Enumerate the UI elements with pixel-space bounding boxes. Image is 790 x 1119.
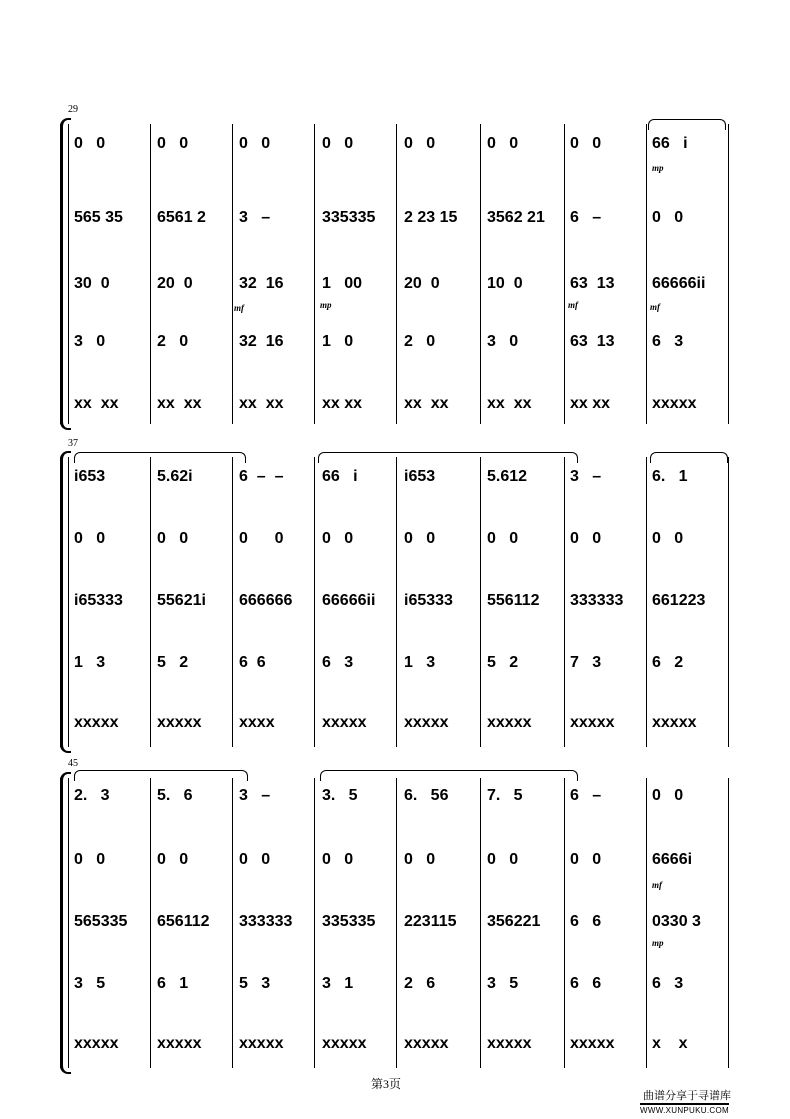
system-brace [60,124,71,424]
notation-cell: 6 6 [570,913,602,930]
notation-cell: xx xx [74,395,119,412]
barline [314,778,315,1068]
dynamic-marking: mp [320,300,332,310]
notation-cell: xxxx [239,714,275,731]
notation-cell: 32 16 [239,333,284,350]
notation-cell: 335335 [322,913,376,930]
notation-cell: i653 [404,468,436,485]
notation-cell: 5 2 [157,654,189,671]
notation-cell: 0330 3 [652,913,701,930]
barline [646,457,647,747]
notation-cell: 6 – [570,209,602,226]
notation-cell: 6666i [652,851,693,868]
notation-cell: 66 i [652,135,688,152]
notation-cell: 0 0 [239,135,271,152]
notation-cell: 1 3 [74,654,106,671]
barline [646,778,647,1068]
notation-cell: xx xx [570,395,611,412]
barline [150,778,151,1068]
notation-cell: 63 13 [570,333,615,350]
barline [564,778,565,1068]
system-brace [60,457,71,747]
notation-cell: 565 35 [74,209,123,226]
notation-cell: 7. 5 [487,787,523,804]
notation-cell: 6. 56 [404,787,449,804]
barline [396,124,397,424]
notation-cell: 2 0 [157,333,189,350]
notation-cell: 3 0 [487,333,519,350]
notation-cell: 66 i [322,468,358,485]
notation-cell: xxxxx [322,714,367,731]
notation-cell: 2 23 15 [404,209,458,226]
notation-cell: 666666 [239,592,293,609]
notation-cell: 5.612 [487,468,528,485]
notation-cell: xxxxx [570,714,615,731]
notation-cell: 7 3 [570,654,602,671]
notation-cell: 3 1 [322,975,354,992]
barline [232,124,233,424]
notation-cell: 333333 [570,592,624,609]
measure-number: 37 [68,438,78,449]
notation-cell: 63 13 [570,275,615,292]
measure-number: 45 [68,758,78,769]
notation-cell: xxxxx [322,1035,367,1052]
notation-cell: 3 0 [74,333,106,350]
notation-cell: 333333 [239,913,293,930]
barline [480,124,481,424]
notation-cell: 0 0 [322,530,354,547]
notation-cell: 0 0 [322,851,354,868]
barline [232,457,233,747]
system-brace [60,778,71,1068]
notation-cell: 335335 [322,209,376,226]
notation-cell: 0 0 [404,135,436,152]
notation-cell: xx xx [487,395,532,412]
notation-cell: 0 0 [570,135,602,152]
notation-cell: 66666ii [322,592,376,609]
barline [564,457,565,747]
barline [480,457,481,747]
dynamic-marking: mf [652,880,662,890]
notation-cell: 5 2 [487,654,519,671]
notation-cell: 1 0 [322,333,354,350]
notation-cell: xx xx [157,395,202,412]
notation-cell: 3. 5 [322,787,358,804]
notation-cell: 0 0 [652,530,684,547]
notation-cell: 32 16 [239,275,284,292]
notation-cell: 0 0 [570,851,602,868]
notation-cell: 66666ii [652,275,706,292]
notation-cell: i65333 [404,592,453,609]
phrase-slur [320,770,578,781]
source-url: WWW.XUNPUKU.COM [640,1103,729,1115]
notation-cell: 2 0 [404,333,436,350]
notation-cell: 30 0 [74,275,110,292]
barline [728,457,729,747]
notation-cell: 0 0 [74,135,106,152]
notation-cell: 0 0 [157,851,189,868]
notation-cell: xx xx [239,395,284,412]
barline [314,457,315,747]
dynamic-marking: mf [650,302,660,312]
barline [396,457,397,747]
notation-cell: i65333 [74,592,123,609]
notation-cell: xxxxx [404,714,449,731]
phrase-slur [74,452,246,463]
barline [728,778,729,1068]
notation-cell: 0 0 [487,530,519,547]
notation-cell: 661223 [652,592,706,609]
notation-cell: 6 – [570,787,602,804]
notation-cell: 0 0 [239,851,271,868]
notation-cell: 5.62i [157,468,193,485]
notation-cell: 6561 2 [157,209,206,226]
notation-cell: 6 3 [652,975,684,992]
barline [564,124,565,424]
notation-cell: 6 2 [652,654,684,671]
notation-cell: xxxxx [570,1035,615,1052]
barline [480,778,481,1068]
notation-cell: xxxxx [157,714,202,731]
notation-cell: 20 0 [157,275,193,292]
barline [150,124,151,424]
notation-cell: 6 3 [652,333,684,350]
notation-cell: 6 6 [239,654,266,671]
notation-cell: 5. 6 [157,787,193,804]
notation-cell: 0 0 [157,530,189,547]
notation-cell: xxxxx [652,714,697,731]
phrase-slur [318,452,578,463]
notation-cell: x x [652,1035,688,1052]
barline [150,457,151,747]
dynamic-marking: mp [652,163,664,173]
notation-cell: 3 – [239,787,271,804]
notation-cell: xxxxx [157,1035,202,1052]
notation-cell: xxxxx [74,714,119,731]
notation-cell: 356221 [487,913,541,930]
dynamic-marking: mf [568,300,578,310]
notation-cell: xxxxx [487,714,532,731]
system-start-barline [68,457,69,747]
notation-cell: 0 0 [322,135,354,152]
barline [728,124,729,424]
notation-cell: 223115 [404,913,457,930]
notation-cell: xxxxx [487,1035,532,1052]
system-start-barline [68,778,69,1068]
notation-cell: i653 [74,468,106,485]
barline [232,778,233,1068]
page-number: 第3页 [371,1077,402,1091]
notation-cell: 0 0 [487,135,519,152]
notation-cell: xxxxx [74,1035,119,1052]
measure-number: 29 [68,104,78,115]
notation-cell: 6 1 [157,975,189,992]
notation-cell: 1 3 [404,654,436,671]
notation-cell: 55621i [157,592,206,609]
notation-cell: xx xx [404,395,449,412]
notation-cell: 3 5 [74,975,106,992]
dynamic-marking: mf [234,303,244,313]
notation-cell: 0 0 [487,851,519,868]
notation-cell: 1 00 [322,275,363,292]
phrase-slur [648,119,726,130]
notation-cell: 6 – – [239,468,284,485]
barline [314,124,315,424]
source-credit: 曲谱分享于寻谱库 [643,1090,731,1102]
notation-cell: 565335 [74,913,128,930]
notation-cell: 3 5 [487,975,519,992]
notation-cell: 0 0 [652,209,684,226]
notation-cell: 5 3 [239,975,271,992]
notation-cell: 556112 [487,592,540,609]
dynamic-marking: mp [652,938,664,948]
notation-cell: 3 – [570,468,602,485]
notation-cell: xxxxx [239,1035,284,1052]
notation-cell: 0 0 [157,135,189,152]
barline [646,124,647,424]
notation-cell: 656112 [157,913,210,930]
notation-cell: 0 0 [74,530,106,547]
notation-cell: 0 0 [404,851,436,868]
barline [396,778,397,1068]
notation-cell: xxxxx [652,395,697,412]
notation-cell: 2. 3 [74,787,110,804]
notation-cell: 0 0 [570,530,602,547]
notation-cell: 6 6 [570,975,602,992]
notation-cell: 0 0 [652,787,684,804]
notation-cell: 0 0 [404,530,436,547]
phrase-slur [650,452,728,463]
phrase-slur [74,770,248,781]
system-start-barline [68,124,69,424]
notation-cell: 0 0 [239,530,284,547]
notation-cell: 20 0 [404,275,440,292]
notation-cell: 10 0 [487,275,523,292]
notation-cell: 3562 21 [487,209,545,226]
notation-cell: 3 – [239,209,271,226]
notation-cell: 6 3 [322,654,354,671]
notation-cell: xx xx [322,395,363,412]
notation-cell: xxxxx [404,1035,449,1052]
notation-cell: 6. 1 [652,468,688,485]
notation-cell: 0 0 [74,851,106,868]
notation-cell: 2 6 [404,975,436,992]
